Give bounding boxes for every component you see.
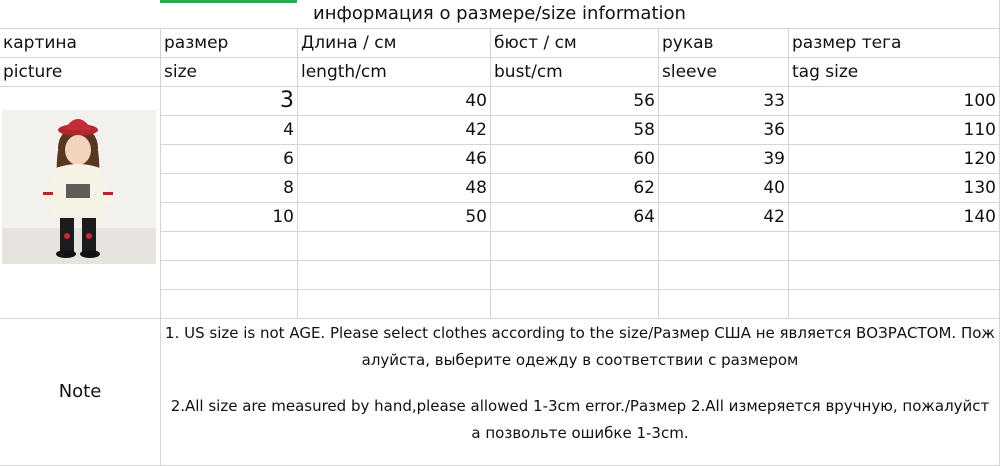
bust-cell: 60 [491,145,659,174]
empty-cell [161,232,298,261]
size-cell: 4 [161,116,298,145]
tag-size-cell: 140 [789,203,1000,232]
header-sleeve-en: sleeve [659,58,789,87]
empty-cell [789,290,1000,319]
child-model-photo-icon [2,110,156,264]
header-tag-size-ru: размер тега [789,29,1000,58]
empty-cell [659,261,789,290]
note-line-2a: 2.All size are measured by hand,please allowed 1-3cm error./Размер 2.All измеряется вручную, пожалуйст [170,397,990,415]
note-line-2b: а позвольте ошибке 1-3cm. [471,424,689,442]
length-cell: 42 [298,116,491,145]
size-cell: 6 [161,145,298,174]
empty-cell [491,261,659,290]
header-size-en: size [161,58,298,87]
header-length-ru: Длина / см [298,29,491,58]
empty-cell [161,290,298,319]
empty-cell [789,232,1000,261]
bust-cell: 58 [491,116,659,145]
sheet-title: информация о размере/size information [0,0,1000,29]
header-sleeve-ru: рукав [659,29,789,58]
length-cell: 40 [298,87,491,116]
length-cell: 50 [298,203,491,232]
header-bust-en: bust/cm [491,58,659,87]
empty-cell [659,290,789,319]
sleeve-cell: 36 [659,116,789,145]
bust-cell: 56 [491,87,659,116]
size-cell: 10 [161,203,298,232]
header-length-en: length/cm [298,58,491,87]
size-cell: 8 [161,174,298,203]
header-picture-ru: картина [0,29,161,58]
bust-cell: 64 [491,203,659,232]
header-picture-en: picture [0,58,161,87]
header-bust-ru: бюст / см [491,29,659,58]
empty-cell [789,261,1000,290]
empty-cell [659,232,789,261]
note-line-1a: 1. US size is not AGE. Please select clothes according to the size/Размер США не является ВОЗРАСТОМ. Пож [165,324,995,342]
note-label: Note [0,319,161,466]
empty-cell [491,232,659,261]
empty-cell [491,290,659,319]
sleeve-cell: 42 [659,203,789,232]
bust-cell: 62 [491,174,659,203]
tag-size-cell: 130 [789,174,1000,203]
header-size-ru: размер [161,29,298,58]
sleeve-cell: 39 [659,145,789,174]
length-cell: 48 [298,174,491,203]
empty-cell [161,261,298,290]
tag-size-cell: 100 [789,87,1000,116]
length-cell: 46 [298,145,491,174]
sleeve-cell: 40 [659,174,789,203]
header-tag-size-en: tag size [789,58,1000,87]
tag-size-cell: 110 [789,116,1000,145]
empty-cell [298,290,491,319]
empty-cell [298,232,491,261]
empty-cell [298,261,491,290]
note-line-1b: алуйста, выберите одежду в соответствии с размером [361,351,799,369]
sleeve-cell: 33 [659,87,789,116]
tag-size-cell: 120 [789,145,1000,174]
size-cell: 3 [161,87,298,116]
